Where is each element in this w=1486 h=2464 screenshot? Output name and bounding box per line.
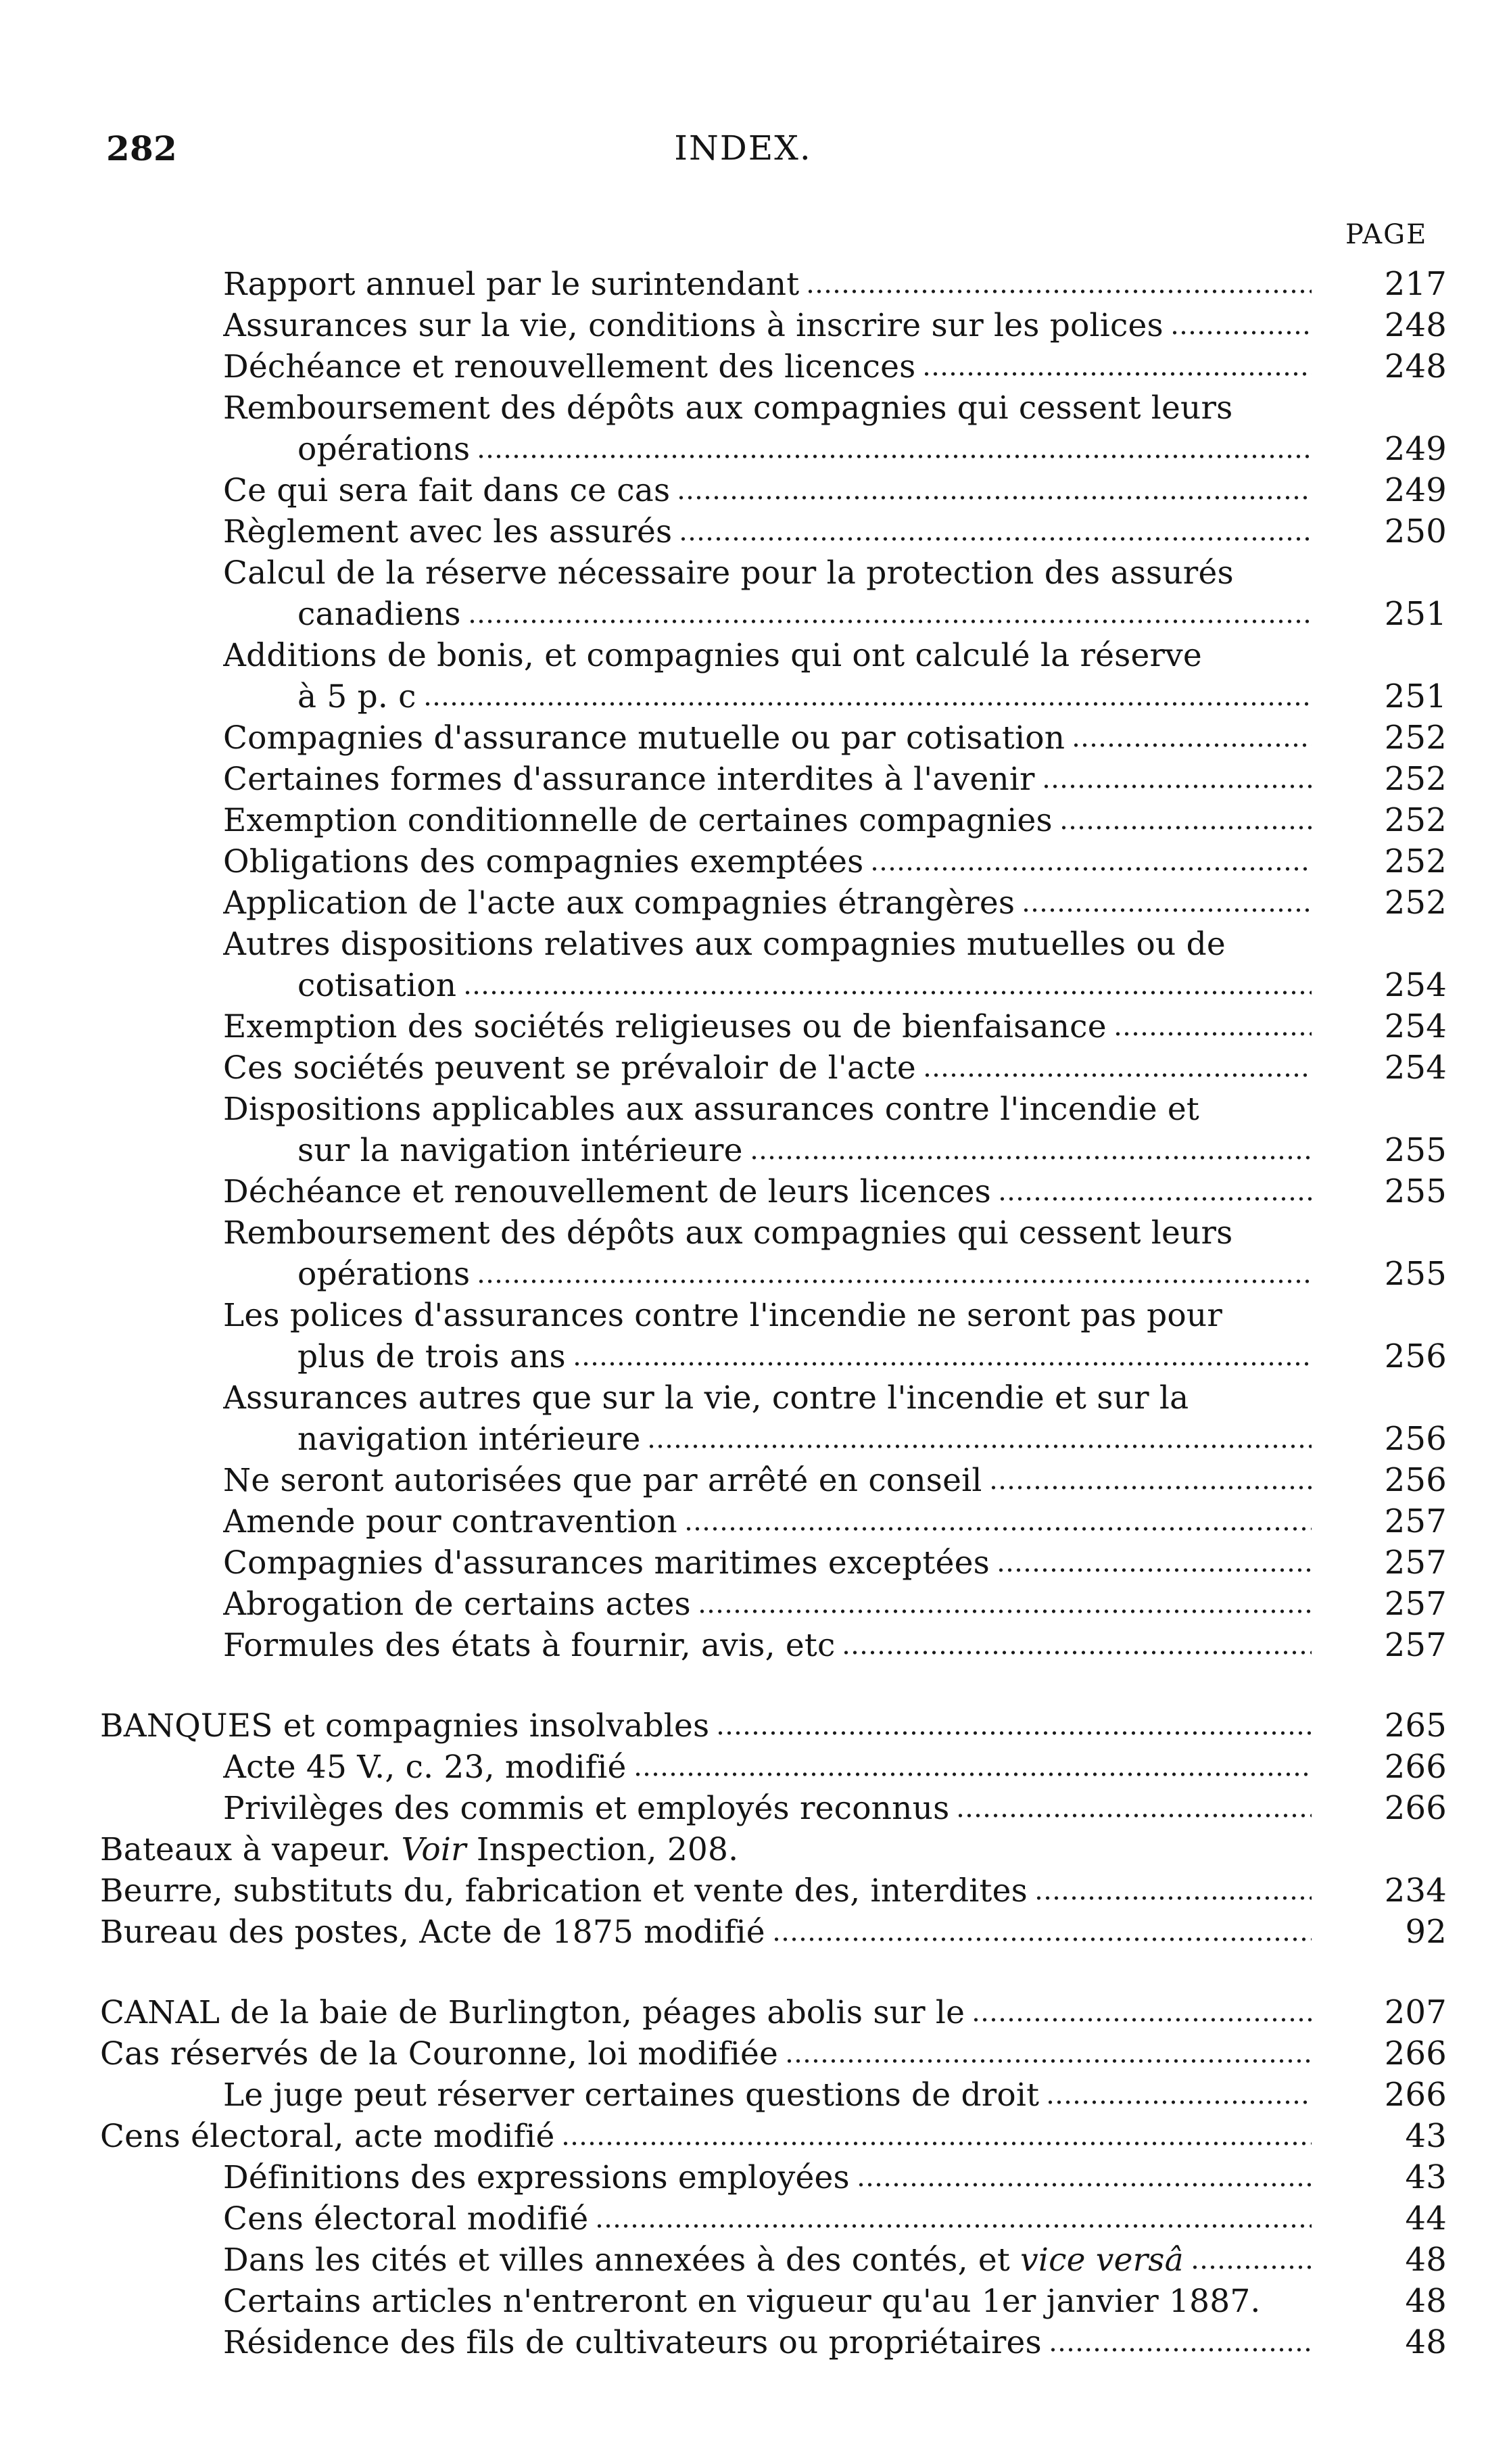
entry-label-text: Dispositions applicables aux assurances contre l'incendie et (223, 1091, 1199, 1128)
dot-leader (998, 1196, 1312, 1202)
entry-label (223, 2198, 588, 2240)
entry-page-number: 266 (1384, 1789, 1447, 1827)
entry-page-number: 48 (1405, 2282, 1447, 2320)
entry-page-number (1339, 1377, 1447, 1419)
entry-label-text: Certaines formes d'assurance interdites à l'avenir (223, 761, 1035, 798)
dot-leader (684, 1526, 1312, 1532)
dot-leader (573, 1361, 1312, 1367)
entry-text (100, 1992, 1316, 2033)
entry-page-number: 257 (1384, 1544, 1447, 1582)
index-entry (0, 511, 1486, 552)
entry-text (223, 1295, 1351, 1336)
entry-text (297, 676, 1316, 717)
page-number: 282 (106, 128, 177, 168)
index-entry (0, 2322, 1486, 2363)
entry-page-number: 92 (1405, 1913, 1447, 1951)
entry-label (223, 1089, 1199, 1130)
entry-text (100, 1705, 1316, 1747)
entry-page-number: 248 (1384, 306, 1447, 344)
entry-label-text: Beurre, substituts du, fabrication et vente des, interdites (100, 1872, 1028, 1910)
dot-leader (785, 2058, 1312, 2064)
entry-page-number: 234 (1384, 1872, 1447, 1910)
index-entry (0, 2198, 1486, 2240)
entry-text (297, 1254, 1316, 1295)
entry-label (223, 1006, 1107, 1047)
dot-leader (423, 701, 1312, 707)
entry-page-number: 257 (1384, 1502, 1447, 1540)
entry-page-number (1339, 1829, 1447, 1870)
entry-label (223, 800, 1053, 841)
entry-label-text: cotisation (297, 967, 457, 1004)
entry-text (223, 800, 1316, 841)
entry-label-text: navigation intérieure (297, 1421, 641, 1458)
entry-label (223, 470, 670, 511)
entry-text (223, 717, 1316, 759)
page-header (0, 128, 1486, 176)
index-entry (0, 1829, 1486, 1870)
entry-label-text: Assurances sur la vie, conditions à inscrire sur les polices (223, 307, 1164, 344)
index-entry (0, 1377, 1486, 1419)
index-entry (0, 676, 1486, 717)
entry-page-number: 207 (1384, 1993, 1447, 2031)
dot-leader (679, 536, 1312, 542)
index-entry (0, 1584, 1486, 1625)
dot-leader (1022, 907, 1312, 913)
entry-label (223, 1501, 677, 1542)
entry-label-text: Le juge peut réserver certaines questions de droit (223, 2077, 1040, 2114)
index-entry (0, 1295, 1486, 1336)
entry-text (223, 1788, 1316, 1829)
dot-leader (1042, 784, 1312, 789)
entry-page-number: 249 (1384, 471, 1447, 509)
entry-label (223, 924, 1226, 965)
entry-page-number: 251 (1384, 678, 1447, 715)
entry-text (223, 1460, 1316, 1501)
entry-label (223, 1747, 627, 1788)
entry-page-number: 256 (1384, 1337, 1447, 1375)
entry-page-number: 252 (1384, 801, 1447, 839)
entry-text (223, 635, 1351, 676)
index-entry (0, 1006, 1486, 1047)
index-entry (0, 1254, 1486, 1295)
entry-label-text: Rapport annuel par le surintendant (223, 266, 800, 303)
entry-label (223, 552, 1234, 594)
dot-leader (870, 866, 1312, 872)
index-entry (0, 800, 1486, 841)
dot-leader (1170, 330, 1312, 335)
index-entry (0, 1089, 1486, 1130)
entry-label-italic: vice versâ (1020, 2242, 1184, 2279)
entry-text (223, 511, 1316, 552)
entry-label-text: CANAL de la baie de Burlington, péages abolis sur le (100, 1994, 965, 2031)
entry-text (223, 1212, 1351, 1254)
entry-label (223, 1625, 835, 1666)
entry-page-number: 254 (1384, 966, 1447, 1004)
entry-label (100, 1829, 738, 1870)
index-entry (0, 1130, 1486, 1171)
entry-label (223, 717, 1065, 759)
entry-text (297, 429, 1316, 470)
entry-text (223, 1584, 1316, 1625)
entry-label-text: Autres dispositions relatives aux compagnies mutuelles ou de (223, 926, 1226, 963)
entry-label (297, 1130, 743, 1171)
entry-text (297, 594, 1316, 635)
index-entry (0, 924, 1486, 965)
entry-label (223, 511, 672, 552)
entry-label (223, 2240, 1184, 2281)
entry-text (223, 2157, 1316, 2198)
entry-label (297, 1419, 640, 1460)
entry-label-text: Résidence des fils de cultivateurs ou propriétaires (223, 2324, 1042, 2361)
dot-leader (477, 454, 1312, 459)
index-entry (0, 2033, 1486, 2075)
entry-label (223, 2322, 1042, 2363)
index-entry (0, 594, 1486, 635)
index-entry (0, 965, 1486, 1006)
entry-page-number: 252 (1384, 843, 1447, 880)
entry-page-number (1339, 1212, 1447, 1254)
entry-text (223, 1006, 1316, 1047)
entry-page-number (1339, 924, 1447, 965)
dot-leader (716, 1730, 1312, 1736)
entry-page-number: 256 (1384, 1420, 1447, 1458)
index-entry (0, 387, 1486, 429)
index-entry (0, 1336, 1486, 1377)
index-entry (0, 470, 1486, 511)
entry-text (223, 387, 1351, 429)
entry-label (297, 1336, 566, 1377)
entry-label (100, 1912, 765, 1953)
entry-page-number: 255 (1384, 1172, 1447, 1210)
entry-label (223, 2157, 850, 2198)
index-entry (0, 2075, 1486, 2116)
entry-label-text: Dans les cités et villes annexées à des contés, et (223, 2242, 1011, 2279)
entry-label-text: canadiens (297, 596, 461, 633)
entry-page-number: 257 (1384, 1626, 1447, 1664)
index-entry (0, 1912, 1486, 1953)
entry-label-text: Obligations des compagnies exemptées (223, 843, 864, 880)
entry-label (297, 594, 461, 635)
index-entry (0, 2281, 1486, 2322)
entry-label (100, 2033, 778, 2075)
entry-label (223, 1542, 990, 1584)
entry-page-number: 255 (1384, 1131, 1447, 1169)
entry-text (297, 965, 1316, 1006)
entry-label-text: Cas réservés de la Couronne, loi modifiée (100, 2035, 779, 2072)
dot-leader (677, 495, 1312, 500)
entry-label-text: Compagnies d'assurance mutuelle ou par cotisation (223, 719, 1065, 757)
entry-page-number: 265 (1384, 1707, 1447, 1745)
entry-text (223, 264, 1316, 305)
entry-label (223, 1460, 982, 1501)
dot-leader (477, 1279, 1312, 1284)
entry-text (223, 1501, 1316, 1542)
dot-leader (1059, 825, 1312, 830)
dot-leader (956, 1813, 1312, 1818)
entry-label (100, 1870, 1028, 1912)
entry-page-number: 255 (1384, 1255, 1447, 1293)
entry-text (223, 1089, 1351, 1130)
entry-label-text: Bateaux à vapeur. (100, 1831, 391, 1868)
index-entry (0, 1705, 1486, 1747)
dot-leader (972, 2017, 1312, 2022)
entry-page-number (1339, 387, 1447, 429)
entry-page-number (1339, 552, 1447, 594)
index-entry (0, 264, 1486, 305)
entry-page-number: 266 (1384, 2035, 1447, 2072)
entry-text (223, 2075, 1316, 2116)
entry-label (223, 1295, 1222, 1336)
index-entry (0, 429, 1486, 470)
entry-label-text: Exemption des sociétés religieuses ou de bienfaisance (223, 1008, 1107, 1045)
entry-page-number (1339, 635, 1447, 676)
entry-text (100, 1829, 1351, 1870)
entry-label-text: sur la navigation intérieure (297, 1132, 743, 1169)
entry-label-text: Amende pour contravention (223, 1503, 677, 1540)
entry-text (223, 470, 1316, 511)
entry-label (223, 2075, 1039, 2116)
entry-text (223, 2198, 1316, 2240)
entry-label (223, 1047, 916, 1089)
index-entry (0, 759, 1486, 800)
dot-leader (997, 1567, 1312, 1573)
dot-leader (750, 1155, 1312, 1160)
entry-text (223, 759, 1316, 800)
entry-label-text: Ce qui sera fait dans ce cas (223, 472, 671, 509)
dot-leader (989, 1485, 1312, 1490)
index-entry (0, 717, 1486, 759)
index-entry (0, 1501, 1486, 1542)
page-column-label: PAGE (1345, 219, 1428, 250)
entry-label-text: BANQUES et compagnies insolvables (100, 1707, 710, 1745)
index-entry (0, 1171, 1486, 1212)
entry-label-text: opérations (297, 1256, 471, 1293)
index-entry (0, 841, 1486, 882)
index-entry (0, 1870, 1486, 1912)
entry-page-number: 254 (1384, 1049, 1447, 1087)
entry-text (223, 882, 1316, 924)
entry-page-number: 250 (1384, 513, 1447, 550)
dot-leader (923, 1072, 1312, 1078)
index-entries (0, 264, 1486, 2363)
entry-label-text: Cens électoral, acte modifié (100, 2118, 555, 2155)
entry-text (223, 346, 1316, 387)
entry-label-text: Privilèges des commis et employés reconnus (223, 1790, 950, 1827)
entry-label-text: Ces sociétés peuvent se prévaloir de l'acte (223, 1049, 916, 1087)
index-entry (0, 552, 1486, 594)
index-entry (0, 882, 1486, 924)
entry-page-number: 48 (1405, 2241, 1447, 2279)
entry-label-text: Définitions des expressions employées (223, 2159, 850, 2196)
entry-label (223, 2281, 1261, 2322)
entry-label (297, 1254, 470, 1295)
dot-leader (1046, 2100, 1312, 2105)
index-entry (0, 1047, 1486, 1089)
entry-label-text: Cens électoral modifié (223, 2200, 589, 2237)
entry-text (223, 1047, 1316, 1089)
entry-label-text: Assurances autres que sur la vie, contre l'incendie et sur la (223, 1379, 1189, 1417)
entry-label-after: Inspection, 208. (476, 1831, 739, 1868)
entry-label (223, 1584, 691, 1625)
dot-leader (561, 2141, 1312, 2146)
entry-page-number: 257 (1384, 1585, 1447, 1623)
entry-text (223, 1171, 1316, 1212)
entry-text (297, 1336, 1316, 1377)
dot-leader (772, 1937, 1312, 1942)
entry-text (223, 1542, 1316, 1584)
entry-text (223, 2322, 1316, 2363)
entry-page-number: 256 (1384, 1461, 1447, 1499)
entry-label (223, 1377, 1189, 1419)
dot-leader (1034, 1895, 1312, 1901)
entry-label-text: Formules des états à fournir, avis, etc (223, 1627, 836, 1664)
entry-label-text: Additions de bonis, et compagnies qui ont calculé la réserve (223, 637, 1202, 674)
index-entry (0, 305, 1486, 346)
index-entry (0, 1747, 1486, 1788)
entry-page-number: 251 (1384, 595, 1447, 633)
entry-label (223, 1212, 1233, 1254)
entry-page-number: 254 (1384, 1008, 1447, 1045)
entry-label (223, 759, 1035, 800)
index-entry (0, 1419, 1486, 1460)
entry-page-number: 266 (1384, 1748, 1447, 1786)
entry-label-text: Bureau des postes, Acte de 1875 modifié (100, 1914, 765, 1951)
dot-leader (463, 990, 1312, 995)
entry-page-number: 252 (1384, 884, 1447, 922)
entry-text (223, 2281, 1351, 2322)
entry-label-text: Remboursement des dépôts aux compagnies qui cessent leurs (223, 1214, 1233, 1252)
entry-label-text: Compagnies d'assurances maritimes exceptées (223, 1544, 990, 1582)
index-entry (0, 1460, 1486, 1501)
index-entry (0, 1542, 1486, 1584)
dot-leader (1113, 1031, 1312, 1037)
dot-leader (842, 1650, 1312, 1655)
entry-label (223, 264, 799, 305)
dot-leader (922, 371, 1312, 377)
entry-label-text: Ne seront autorisées que par arrêté en conseil (223, 1462, 982, 1499)
entry-label (223, 387, 1233, 429)
entry-text (100, 1870, 1316, 1912)
dot-leader (698, 1609, 1312, 1614)
entry-page-number: 48 (1405, 2323, 1447, 2361)
entry-label (100, 1705, 709, 1747)
entry-label (223, 305, 1164, 346)
entry-text (223, 924, 1351, 965)
entry-label-italic: Voir (401, 1831, 466, 1868)
entry-label (100, 2116, 554, 2157)
entry-text (223, 1747, 1316, 1788)
entry-label (297, 676, 416, 717)
entry-label-text: opérations (297, 431, 471, 468)
entry-page-number: 266 (1384, 2076, 1447, 2114)
dot-leader (1191, 2265, 1312, 2270)
index-entry (0, 346, 1486, 387)
entry-text (223, 1625, 1316, 1666)
entry-text (100, 1912, 1316, 1953)
entry-text (100, 2033, 1316, 2075)
entry-page-number: 248 (1384, 348, 1447, 385)
entry-text (223, 841, 1316, 882)
dot-leader (595, 2223, 1312, 2229)
entry-label-text: Acte 45 V., c. 23, modifié (223, 1749, 627, 1786)
entry-label-text: Les polices d'assurances contre l'incendie ne seront pas pour (223, 1297, 1223, 1334)
entry-label-text: Certains articles n'entreront en vigueur qu'au 1er janvier 1887. (223, 2283, 1261, 2320)
entry-text (100, 2116, 1316, 2157)
entry-label-text: Exemption conditionnelle de certaines compagnies (223, 802, 1053, 839)
entry-label-text: Remboursement des dépôts aux compagnies qui cessent leurs (223, 389, 1233, 427)
index-entry (0, 1212, 1486, 1254)
index-entry (0, 2157, 1486, 2198)
dot-leader (806, 289, 1312, 294)
entry-page-number (1339, 1089, 1447, 1130)
dot-leader (468, 619, 1312, 624)
dot-leader (1072, 742, 1312, 748)
entry-label (223, 346, 915, 387)
index-entry (0, 635, 1486, 676)
entry-label-text: Application de l'acte aux compagnies étrangères (223, 884, 1015, 922)
index-entry (0, 1625, 1486, 1666)
entry-page-number (1339, 1295, 1447, 1336)
entry-label-text: Calcul de la réserve nécessaire pour la protection des assurés (223, 554, 1234, 592)
entry-label-text: à 5 p. c (297, 678, 416, 715)
entry-label-text: Règlement avec les assurés (223, 513, 673, 550)
dot-leader (647, 1444, 1312, 1449)
index-entry (0, 2116, 1486, 2157)
index-entry (0, 1992, 1486, 2033)
dot-leader (1049, 2347, 1312, 2352)
entry-label (223, 1171, 991, 1212)
entry-text (297, 1419, 1316, 1460)
entry-text (223, 305, 1316, 346)
entry-label (223, 841, 863, 882)
entry-label (297, 965, 456, 1006)
entry-label (297, 429, 470, 470)
entry-label-text: plus de trois ans (297, 1338, 566, 1375)
entry-label (223, 882, 1015, 924)
index-entry (0, 1788, 1486, 1829)
entry-page-number: 43 (1405, 2117, 1447, 2155)
index-entry (0, 2240, 1486, 2281)
entry-label (223, 635, 1202, 676)
entry-text (223, 552, 1351, 594)
entry-label-text: Déchéance et renouvellement de leurs licences (223, 1173, 991, 1210)
entry-text (223, 1377, 1351, 1419)
entry-text (297, 1130, 1316, 1171)
entry-page-number: 44 (1405, 2200, 1447, 2237)
entry-label (223, 1788, 949, 1829)
entry-page-number: 43 (1405, 2158, 1447, 2196)
entry-page-number: 252 (1384, 760, 1447, 798)
entry-page-number: 249 (1384, 430, 1447, 468)
entry-label-text: Abrogation de certains actes (223, 1586, 691, 1623)
dot-leader (633, 1772, 1312, 1777)
dot-leader (857, 2182, 1312, 2187)
entry-page-number: 252 (1384, 719, 1447, 757)
entry-text (223, 2240, 1316, 2281)
entry-page-number: 217 (1384, 265, 1447, 303)
entry-label-text: Déchéance et renouvellement des licences (223, 348, 916, 385)
running-title: INDEX. (674, 128, 812, 168)
entry-label (100, 1992, 965, 2033)
